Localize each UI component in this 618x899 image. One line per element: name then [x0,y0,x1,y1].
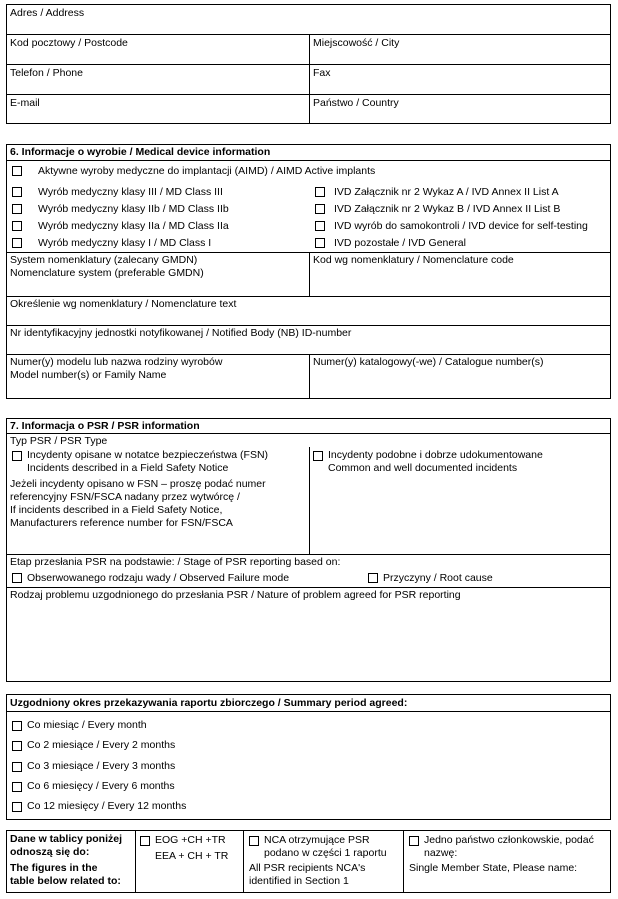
period-3-months-checkbox[interactable] [12,762,22,772]
figures-label: Dane w tablicy poniżej [10,833,123,845]
fsn-reference-line-2: referencyjny FSN/FSCA nadany przez wytwórcę / [10,491,240,503]
ivd-self-testing-checkbox[interactable] [315,221,325,231]
md-class-iib-checkbox[interactable] [12,204,22,214]
fax-field[interactable]: Fax [313,67,331,79]
period-1-month-checkbox[interactable] [12,721,22,731]
all-nca-label: NCA otrzymujące PSR [264,834,370,846]
failure-mode-label: Obserwowanego rodzaju wady / Observed Failure mode [27,572,290,584]
common-incidents-checkbox[interactable] [313,451,323,461]
fsn-reference-field[interactable]: Jeżeli incydenty opisano w FSN – proszę podać numer [10,478,266,490]
phone-field[interactable]: Telefon / Phone [10,67,83,79]
period-6-months-checkbox[interactable] [12,782,22,792]
md-class-iia-checkbox[interactable] [12,221,22,231]
single-member-state-field[interactable]: Single Member State, Please name: [409,862,578,874]
all-nca-label-en-line-2: identified in Section 1 [249,875,349,887]
eea-ch-tr-label-en: EEA + CH + TR [155,850,229,862]
period-6-months-label: Co 6 miesięcy / Every 6 months [27,780,175,792]
eea-ch-tr-label: EOG +CH +TR [155,834,226,846]
root-cause-checkbox[interactable] [368,573,378,583]
model-number-field[interactable]: Numer(y) modelu lub nazwa rodziny wyrobów [10,356,223,368]
psr-stage-label: Etap przesłania PSR na podstawie: / Stage of PSR reporting based on: [10,556,341,568]
period-12-months-label: Co 12 miesięcy / Every 12 months [27,800,187,812]
ivd-general-label: IVD pozostałe / IVD General [334,237,466,249]
md-class-iii-label: Wyrób medyczny klasy III / MD Class III [38,186,223,198]
nomenclature-text-field[interactable]: Określenie wg nomenklatury / Nomenclature text [10,298,237,310]
all-nca-label-line-2: podano w części 1 raportu [264,847,387,859]
fsn-checkbox[interactable] [12,451,22,461]
city-field[interactable]: Miejscowość / City [313,37,400,49]
aimd-checkbox[interactable] [12,166,22,176]
figures-label-line-3: The figures in the [10,862,98,874]
failure-mode-checkbox[interactable] [12,573,22,583]
address-field[interactable]: Adres / Address [10,7,85,19]
single-member-state-label: Jedno państwo członkowskie, podać [424,834,594,846]
eea-ch-tr-checkbox[interactable] [140,836,150,846]
psr-type-label: Typ PSR / PSR Type [10,435,108,447]
md-class-i-checkbox[interactable] [12,238,22,248]
figures-label-line-4: table below related to: [10,875,121,887]
device-heading: 6. Informacje o wyrobie / Medical device information [10,146,271,158]
summary-period-heading: Uzgodniony okres przekazywania raportu zbiorczego / Summary period agreed: [10,697,408,709]
ivd-general-checkbox[interactable] [315,238,325,248]
email-field[interactable]: E-mail [10,97,40,109]
period-2-months-checkbox[interactable] [12,741,22,751]
aimd-label: Aktywne wyroby medyczne do implantacji (AIMD) / AIMD Active implants [38,165,376,177]
ivd-list-a-label: IVD Załącznik nr 2 Wykaz A / IVD Annex II List A [334,186,559,198]
single-member-state-label-line-2: nazwę: [424,847,458,859]
country-field[interactable]: Państwo / Country [313,97,399,109]
nb-id-field[interactable]: Nr identyfikacyjny jednostki notyfikowanej / Notified Body (NB) ID-number [10,327,352,339]
catalogue-number-field[interactable]: Numer(y) katalogowy(-we) / Catalogue number(s) [313,356,544,368]
all-nca-checkbox[interactable] [249,836,259,846]
postcode-field[interactable]: Kod pocztowy / Postcode [10,37,128,49]
fsn-label: Incydenty opisane w notatce bezpieczeństwa (FSN) [27,449,269,461]
period-3-months-label: Co 3 miesiące / Every 3 months [27,760,176,772]
common-incidents-label: Incydenty podobne i dobrze udokumentowane [328,449,543,461]
md-class-iii-checkbox[interactable] [12,187,22,197]
ivd-list-b-label: IVD Załącznik nr 2 Wykaz B / IVD Annex II List B [334,203,561,215]
period-12-months-checkbox[interactable] [12,802,22,812]
period-1-month-label: Co miesiąc / Every month [27,719,147,731]
fsn-label-en: Incidents described in a Field Safety Notice [27,462,229,474]
fsn-reference-line-4: Manufacturers reference number for FSN/FSCA [10,517,233,529]
problem-nature-field[interactable]: Rodzaj problemu uzgodnionego do przesłania PSR / Nature of problem agreed for PSR reporting [10,589,461,601]
model-number-field-en: Model number(s) or Family Name [10,369,167,381]
ivd-list-b-checkbox[interactable] [315,204,325,214]
fsn-reference-line-3: If incidents described in a Field Safety Notice, [10,504,223,516]
nomenclature-code-field[interactable]: Kod wg nomenklatury / Nomenclature code [313,254,514,266]
ivd-self-testing-label: IVD wyrób do samokontroli / IVD device for self-testing [334,220,588,232]
nomenclature-system-field[interactable]: System nomenklatury (zalecany GMDN) [10,254,198,266]
common-incidents-label-en: Common and well documented incidents [328,462,518,474]
root-cause-label: Przyczyny / Root cause [383,572,493,584]
psr-heading: 7. Informacja o PSR / PSR information [10,420,200,432]
md-class-iib-label: Wyrób medyczny klasy IIb / MD Class IIb [38,203,229,215]
nomenclature-system-field-en: Nomenclature system (preferable GMDN) [10,267,204,279]
single-member-state-checkbox[interactable] [409,836,419,846]
all-nca-label-en: All PSR recipients NCA's [249,862,366,874]
figures-label-line-2: odnoszą się do: [10,846,90,858]
period-2-months-label: Co 2 miesiące / Every 2 months [27,739,176,751]
md-class-i-label: Wyrób medyczny klasy I / MD Class I [38,237,212,249]
ivd-list-a-checkbox[interactable] [315,187,325,197]
md-class-iia-label: Wyrób medyczny klasy IIa / MD Class IIa [38,220,229,232]
